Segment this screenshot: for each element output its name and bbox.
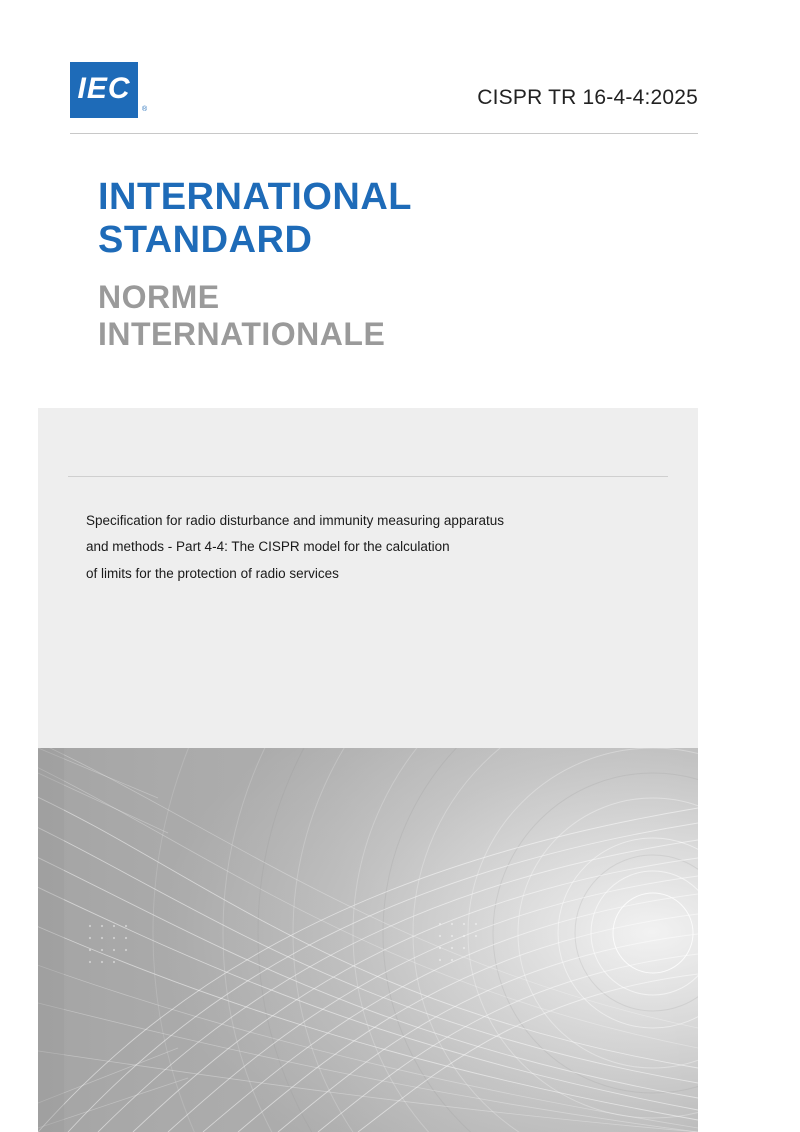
subtitle-panel — [38, 408, 698, 748]
iec-logo-text: IEC — [77, 72, 131, 105]
subtitle-line-3: of limits for the protection of radio services — [86, 565, 339, 581]
header-divider — [70, 133, 698, 134]
title-french-line-1: NORME — [98, 279, 220, 316]
title-english-line-2: STANDARD — [98, 218, 313, 261]
document-header — [70, 62, 698, 134]
cover-graphic-artwork — [38, 748, 698, 1132]
title-english — [98, 176, 698, 261]
title-french-line-2: INTERNATIONALE — [98, 315, 386, 352]
title-block — [98, 176, 698, 352]
document-subtitle — [86, 508, 656, 587]
iec-logo — [70, 62, 138, 118]
subtitle-line-1: Specification for radio disturbance and immunity measuring apparatus — [86, 513, 504, 528]
subtitle-line-2: and methods - Part 4-4: The CISPR model for the calculation — [86, 539, 450, 555]
subtitle-divider — [68, 476, 668, 477]
registered-mark: ® — [142, 106, 148, 113]
title-english-line-1: INTERNATIONAL — [98, 176, 412, 218]
document-reference: CISPR TR 16-4-4:2025 — [477, 86, 698, 109]
cover-graphic — [38, 748, 698, 1132]
title-french — [98, 279, 698, 352]
